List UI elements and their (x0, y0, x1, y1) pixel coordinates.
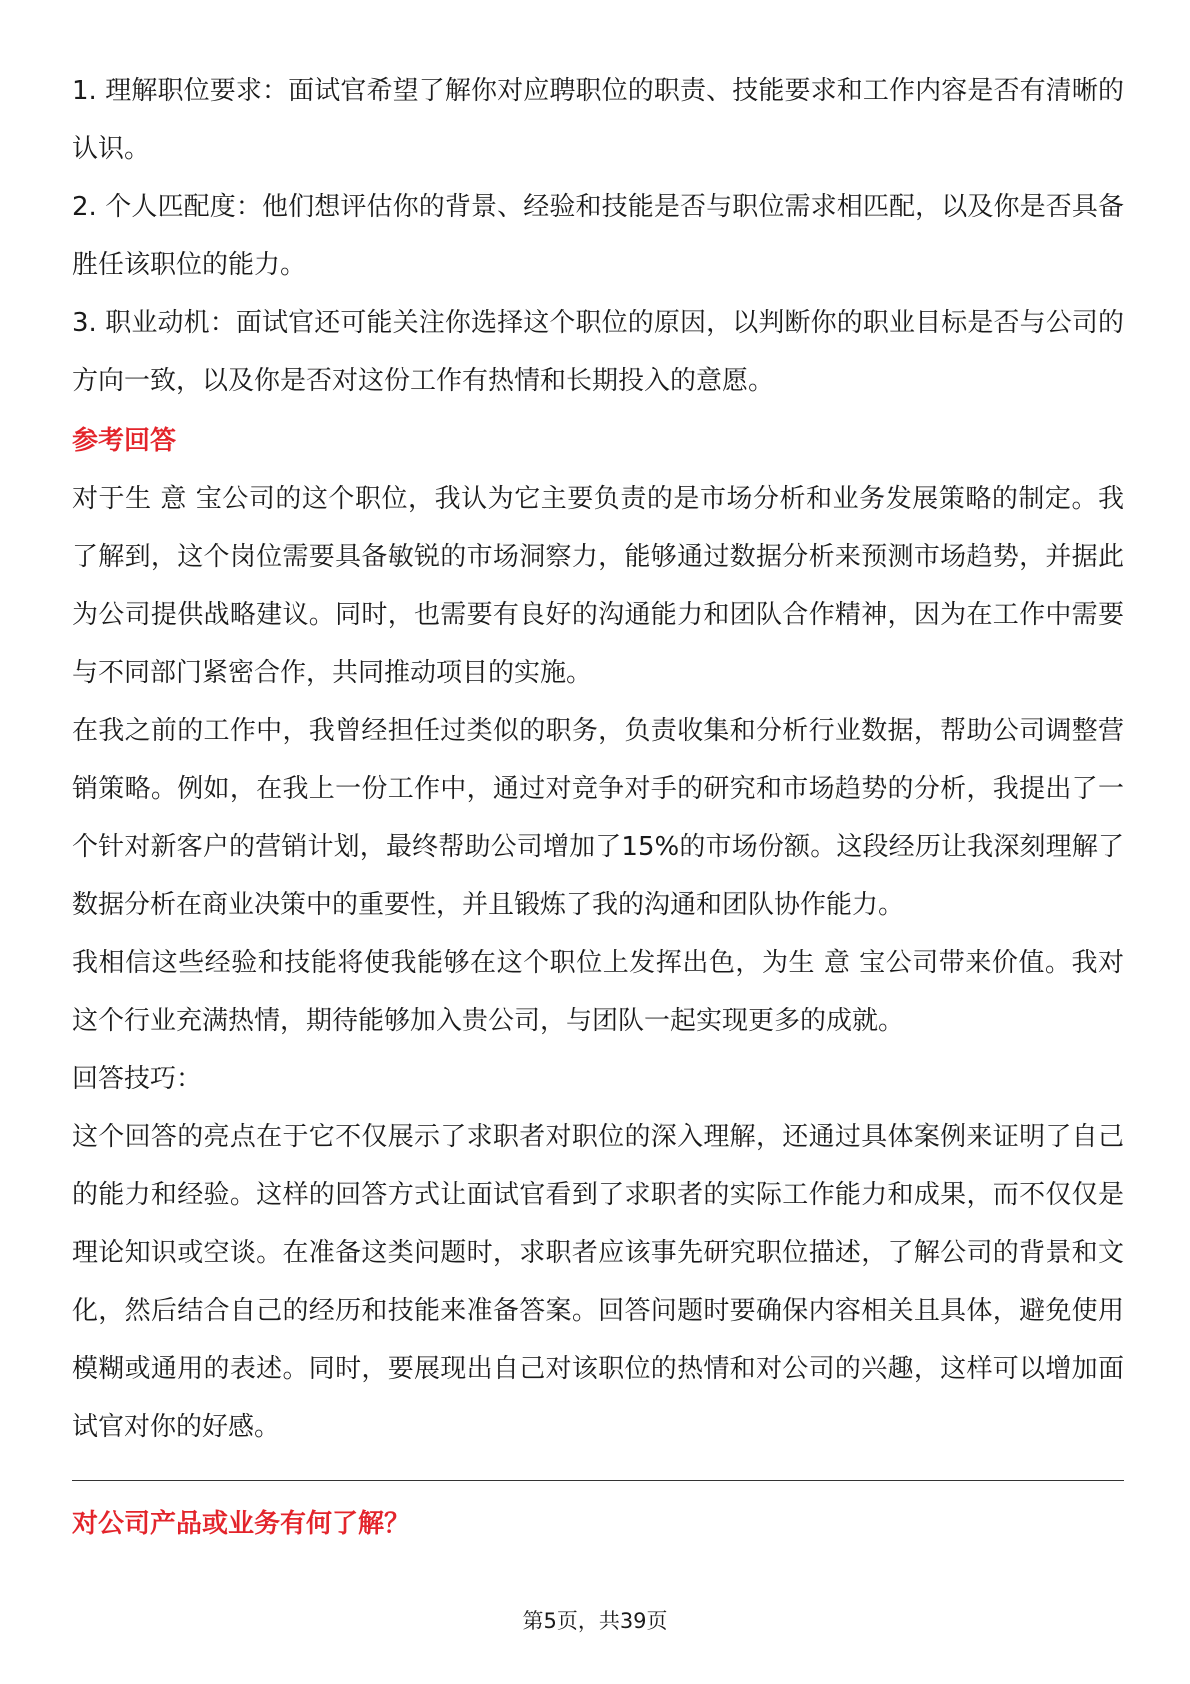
next-question-title: 对公司产品或业务有何了解？ (72, 1509, 411, 1539)
section-divider (72, 1480, 1124, 1481)
tips-label: 回答技巧： (72, 1064, 203, 1094)
point-2: 2. 个人匹配度：他们想评估你的背景、经验和技能是否与职位需求相匹配，以及你是否具备胜任该职位的能力。 (72, 192, 1124, 280)
point-3: 3. 职业动机：面试官还可能关注你选择这个职位的原因，以判断你的职业目标是否与公司的方向一致，以及你是否对这份工作有热情和长期投入的意愿。 (72, 308, 1124, 396)
tips-paragraph: 这个回答的亮点在于它不仅展示了求职者对职位的深入理解，还通过具体案例来证明了自己的能力和经验。这样的回答方式让面试官看到了求职者的实际工作能力和成果，而不仅仅是理论知识或空谈。在准备这类问题时，求职者应该事先研究职位描述，了解公司的背景和文化，然后结合自己的经历和技能来准备答案。回答问题时要确保内容相关且具体，避免使用模糊或通用的表述。同时，要展现出自己对该职位的热情和对公司的兴趣，这样可以增加面试官对你的好感。 (72, 1122, 1124, 1442)
point-1: 1. 理解职位要求：面试官希望了解你对应聘职位的职责、技能要求和工作内容是否有清晰的认识。 (72, 76, 1124, 164)
document-page (72, 62, 1124, 1553)
answer-paragraph-1: 对于生 意 宝公司的这个职位，我认为它主要负责的是市场分析和业务发展策略的制定。我了解到，这个岗位需要具备敏锐的市场洞察力，能够通过数据分析来预测市场趋势，并据此为公司提供战略建议。同时，也需要有良好的沟通能力和团队合作精神，因为在工作中需要与不同部门紧密合作，共同推动项目的实施。 (72, 484, 1124, 688)
page-number-footer: 第5页，共39页 (522, 1609, 668, 1633)
answer-paragraph-3: 我相信这些经验和技能将使我能够在这个职位上发挥出色，为生 意 宝公司带来价值。我对这个行业充满热情，期待能够加入贵公司，与团队一起实现更多的成就。 (72, 948, 1124, 1036)
answer-paragraph-2: 在我之前的工作中，我曾经担任过类似的职务，负责收集和分析行业数据，帮助公司调整营销策略。例如，在我上一份工作中，通过对竞争对手的研究和市场趋势的分析，我提出了一个针对新客户的营销计划，最终帮助公司增加了15%的市场份额。这段经历让我深刻理解了数据分析在商业决策中的重要性，并且锻炼了我的沟通和团队协作能力。 (72, 716, 1124, 920)
reference-answer-heading: 参考回答 (72, 426, 177, 456)
